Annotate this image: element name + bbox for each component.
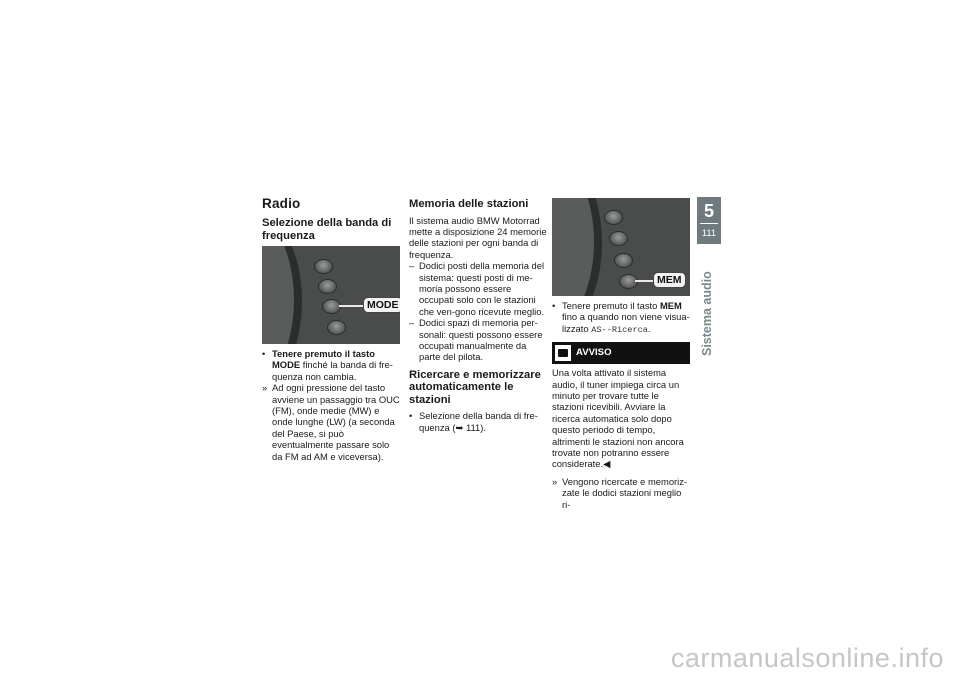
display-text: AS--Ricerca: [591, 324, 648, 335]
list-item: [409, 410, 547, 433]
warning-banner: [552, 342, 690, 364]
bullet-marker: •: [262, 348, 266, 359]
instruction-strong: Tenere premuto il tasto MODE: [272, 348, 375, 371]
page-number: 111: [701, 227, 717, 238]
list-item: [409, 260, 547, 317]
heading-band-selection: Selezione della banda di frequenza: [262, 217, 392, 242]
list-item: [409, 317, 547, 363]
dash-marker: –: [409, 317, 415, 329]
list-item: [262, 348, 402, 382]
chapter-title: Sistema audio: [700, 271, 714, 356]
instruction-text: fino a quando non viene visua-lizzato: [562, 311, 690, 334]
intro-text: Il sistema audio BMW Motorrad mette a disposizione 24 memorie delle stazioni per ogni banda di frequenza.: [409, 214, 547, 260]
section-title: Radio: [262, 196, 301, 211]
list-item: [262, 382, 402, 462]
warning-title: AVVISO: [576, 347, 612, 359]
hand-pointer-icon: [555, 345, 571, 361]
chapter-divider: [700, 223, 718, 224]
mem-callout: MEM: [653, 272, 686, 288]
mode-callout: MODE: [363, 297, 400, 313]
list-item: [552, 300, 690, 336]
dash-marker: –: [409, 260, 415, 272]
chapter-tab: [697, 197, 721, 244]
bullet-marker: •: [409, 410, 413, 422]
watermark: carmanualsonline.info: [670, 643, 944, 673]
instruction-text: Selezione della banda di fre-quenza (➥ 111).: [419, 410, 538, 433]
column-left: [262, 194, 402, 462]
dash-text: Dodici spazi di memoria per-sonali: questi possono essere occupati manualmente da parte del pilota.: [419, 317, 543, 363]
result-marker: »: [552, 475, 558, 487]
chapter-number: 5: [703, 201, 714, 221]
bullet-marker: •: [552, 300, 556, 311]
photo-mem-button: [552, 198, 690, 296]
warning-text: Una volta attivato il sistema audio, il tuner impiega circa un minuto per trovare tutte le stazioni ricevibili. Avviare la ricerca automatica solo dopo questo periodo di tempo, altrimenti le stazioni non ancora trovate non potranno essere considerate.◀: [552, 367, 684, 470]
column-right: [552, 198, 690, 510]
heading-station-memory: Memoria delle stazioni: [409, 198, 529, 210]
photo-mode-button: [262, 246, 400, 344]
instruction-text: Tenere premuto il tasto: [562, 300, 660, 311]
result-text: Ad ogni pressione del tasto avviene un passaggio tra OUC (FM), onde medie (MW) e onde lunghe (LW) (a seconda del Paese, si può eventualmente passare solo da FM ad AM e viceversa).: [272, 382, 400, 462]
instruction-text: finché la banda di fre-quenza non cambia.: [272, 359, 393, 382]
result-text: Vengono ricercate e memoriz-zate le dodici stazioni meglio ri-: [562, 475, 688, 510]
heading-auto-search: Ricercare e memorizzare automaticamente le stazioni: [409, 368, 541, 406]
result-marker: »: [262, 382, 268, 394]
column-middle: [409, 198, 547, 433]
list-item: [552, 476, 690, 510]
instruction-text: .: [647, 322, 651, 334]
dash-text: Dodici posti della memoria del sistema: questi posti di me-moria possono essere occupati solo con le stazioni che ven-gono ricevute meglio.: [419, 260, 545, 317]
instruction-strong: MEM: [659, 300, 682, 311]
